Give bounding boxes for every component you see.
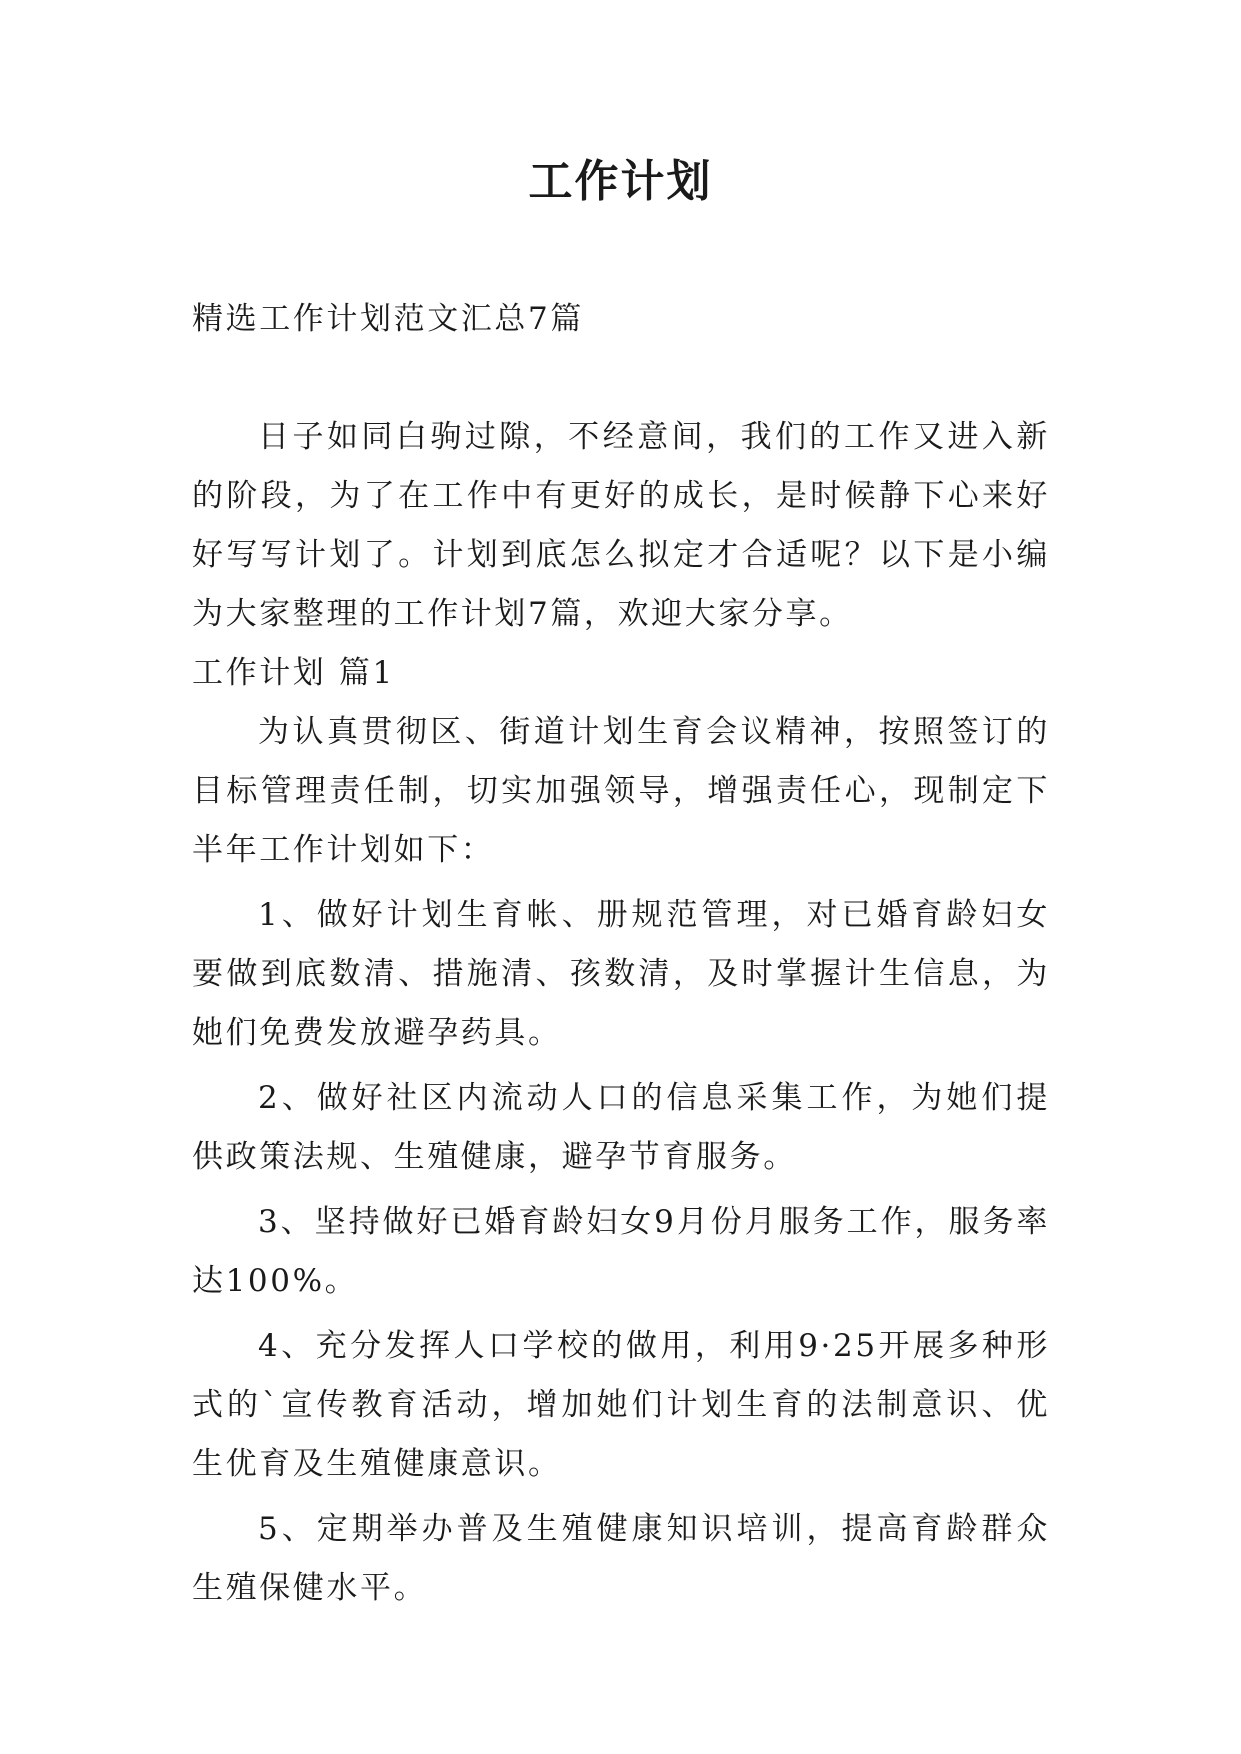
section-heading: 工作计划 篇1	[192, 655, 395, 691]
section-intro-paragraph: 为认真贯彻区、街道计划生育会议精神，按照签订的目标管理责任制，切实加强领导，增强责任心，现制定下半年工作计划如下：	[192, 714, 1050, 868]
list-item: 5、定期举办普及生殖健康知识培训，提高育龄群众生殖保健水平。	[192, 1511, 1050, 1606]
list-item: 3、坚持做好已婚育龄妇女9月份月服务工作，服务率达100%。	[192, 1204, 1050, 1299]
list-item: 4、充分发挥人口学校的做用，利用9·25开展多种形式的`宣传教育活动，增加她们计划生育的法制意识、优生优育及生殖健康意识。	[192, 1328, 1050, 1482]
document-subtitle: 精选工作计划范文汇总7篇	[192, 301, 584, 337]
document-body	[192, 290, 1050, 1618]
list-item: 2、做好社区内流动人口的信息采集工作，为她们提供政策法规、生殖健康，避孕节育服务。	[192, 1080, 1050, 1175]
intro-paragraph: 日子如同白驹过隙，不经意间，我们的工作又进入新的阶段，为了在工作中有更好的成长，是时候静下心来好好写写计划了。计划到底怎么拟定才合适呢？以下是小编为大家整理的工作计划7篇，欢迎大家分享。	[192, 419, 1050, 632]
document-title: 工作计划	[528, 156, 713, 207]
list-item: 1、做好计划生育帐、册规范管理，对已婚育龄妇女要做到底数清、措施清、孩数清，及时掌握计生信息，为她们免费发放避孕药具。	[192, 897, 1050, 1051]
